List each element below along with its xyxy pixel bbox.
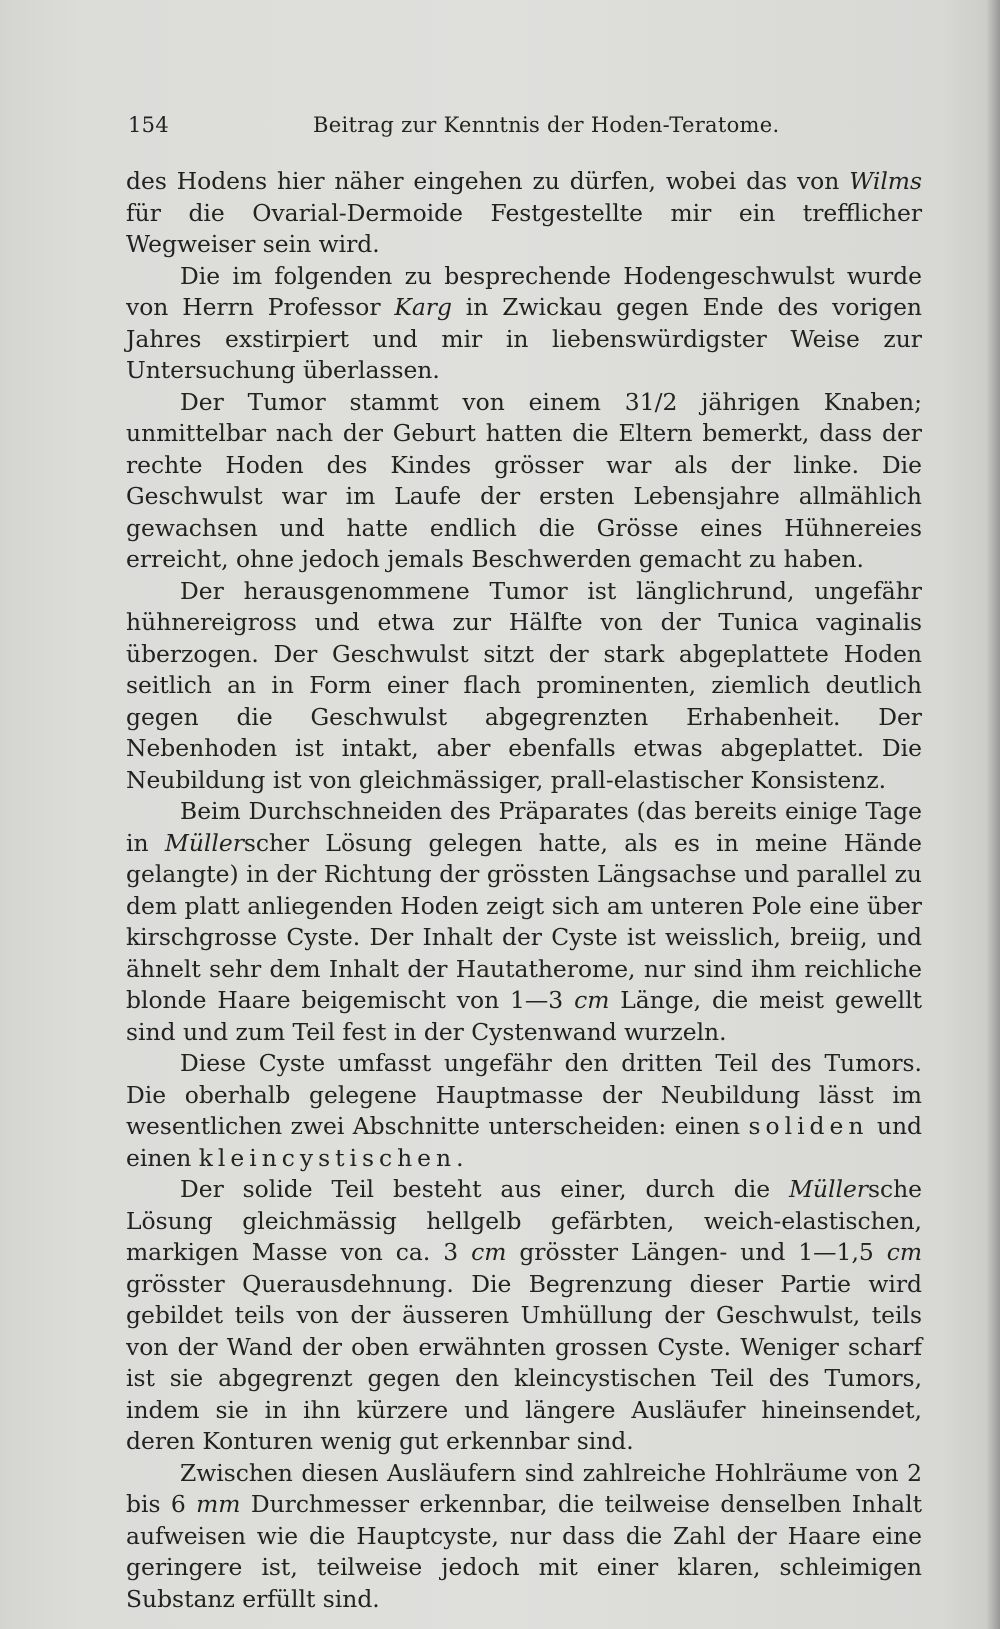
paragraph-text: Der Tumor stammt von einem 3 xyxy=(180,387,640,416)
paragraph-text: Länge, die meist gewellt sind und zum Teil fest in der Cystenwand wurzeln. xyxy=(126,986,923,1046)
spaced-term: soliden xyxy=(748,1112,869,1140)
fraction: 1/2 xyxy=(639,387,678,416)
paragraph-text: Der solide Teil besteht aus einer, durch die xyxy=(180,1175,789,1203)
paragraph-4 xyxy=(126,576,922,797)
page-number: 154 xyxy=(128,113,169,137)
paragraph-7 xyxy=(126,1174,922,1458)
paragraph-text: Der herausgenommene Tumor ist länglichrund, ungefähr hühnereigross und etwa zur Hälfte von der Tunica vaginalis überzogen. Der Geschwulst sitzt der stark abgeplattete Hoden seitlich an in Form einer flach prominenten, ziemlich deutlich gegen die Geschwulst abgegrenzten Erhabenheit. Der Nebenhoden ist intakt, aber ebenfalls etwas abgeplattet. Die Neubildung ist von gleichmässiger, prall-elastischer Konsistenz. xyxy=(126,576,922,794)
paragraph-5 xyxy=(126,796,922,1048)
author-name: Müller xyxy=(164,828,244,857)
paragraph-text: . xyxy=(456,1143,464,1172)
unit: cm xyxy=(471,1238,507,1266)
paragraph-1 xyxy=(126,166,922,261)
paragraph-text: grösster Querausdehnung. Die Begrenzung dieser Partie wird gebildet teils von der äusseren Umhüllung der Geschwulst, teils von der Wand der oben erwähnten grossen Cyste. Weniger scharf ist sie abgegrenzt gegen den kleincystischen Teil des Tumors, indem sie in ihn kürzere und längere Ausläufer hineinsendet, deren Konturen wenig gut erkennbar sind. xyxy=(126,1269,922,1455)
paragraph-text: grösster Längen- und 1—1,5 xyxy=(506,1238,887,1266)
spaced-term: kleincystischen xyxy=(198,1143,457,1172)
person-name: Karg xyxy=(394,293,452,321)
unit: cm xyxy=(886,1238,922,1266)
paragraph-text: Durchmesser erkennbar, die teilweise denselben Inhalt aufweisen wie die Hauptcyste, nur dass die Zahl der Haare eine geringere ist, teilweise jedoch mit einer klaren, schleimigen Substanz erfüllt sind. xyxy=(126,1490,922,1613)
paragraph-text: des Hodens hier näher eingehen zu dürfen, wobei das von xyxy=(126,167,850,195)
paragraph-2 xyxy=(126,261,922,387)
paragraph-text: sche Lösung gleichmässig hellgelb gefärbten, weich-elastischen, markigen Masse von ca. 3 xyxy=(126,1175,922,1266)
paragraph-text: Die im folgenden zu besprechende Hodengeschwulst wurde von Herrn Professor xyxy=(126,261,922,321)
paragraph-text: jährigen Knaben; unmittelbar nach der Geburt hatten die Eltern bemerkt, dass der rechte Hoden des Kindes grösser war als der linke. Die Geschwulst war im Laufe der ersten Lebensjahre allmählich gewachsen und hatte endlich die Grösse eines Hühnereies erreicht, ohne jedoch jemals Beschwerden gemacht zu haben. xyxy=(126,387,923,573)
page-edge-shadow xyxy=(986,0,1000,1629)
paragraph-text: Diese Cyste umfasst ungefähr den dritten Teil des Tumors. Die oberhalb gelegene Hauptmasse der Neubildung lässt im wesentlichen zwei Abschnitte unterscheiden: einen xyxy=(126,1049,922,1140)
paragraph-3 xyxy=(126,387,922,576)
paragraph-text: Zwischen diesen Ausläufern sind zahlreiche Hohlräume von 2 bis 6 xyxy=(126,1458,922,1518)
body-text xyxy=(126,166,922,1615)
paragraph-text: für die Ovarial-Dermoide Festgestellte mir ein trefflicher Wegweiser sein wird. xyxy=(126,198,922,258)
running-head xyxy=(128,113,918,153)
paragraph-text: Beim Durchschneiden des Präparates (das bereits einige Tage in xyxy=(126,797,922,857)
unit: cm xyxy=(574,986,610,1014)
paragraph-text: scher Lösung gelegen hatte, als es in meine Hände gelangte) in der Richtung der grössten Längsachse und parallel zu dem platt anliegenden Hoden zeigt sich am unteren Pole eine über kirschgrosse Cyste. Der Inhalt der Cyste ist weisslich, breiig, und ähnelt sehr dem Inhalt der Hautatherome, nur sind ihm reichliche blonde Haare beigemischt von 1—3 xyxy=(126,828,922,1014)
unit: mm xyxy=(196,1490,241,1518)
paragraph-text: in Zwickau gegen Ende des vorigen Jahres exstirpiert und mir in liebenswürdigster Weise zur Untersuchung überlassen. xyxy=(126,293,922,384)
author-name: Müller xyxy=(788,1175,868,1203)
running-title: Beitrag zur Kenntnis der Hoden-Teratome. xyxy=(313,113,780,137)
paragraph-8 xyxy=(126,1458,922,1616)
paragraph-text: und einen xyxy=(126,1112,922,1172)
author-name: Wilms xyxy=(849,167,922,195)
paragraph-6 xyxy=(126,1048,922,1174)
